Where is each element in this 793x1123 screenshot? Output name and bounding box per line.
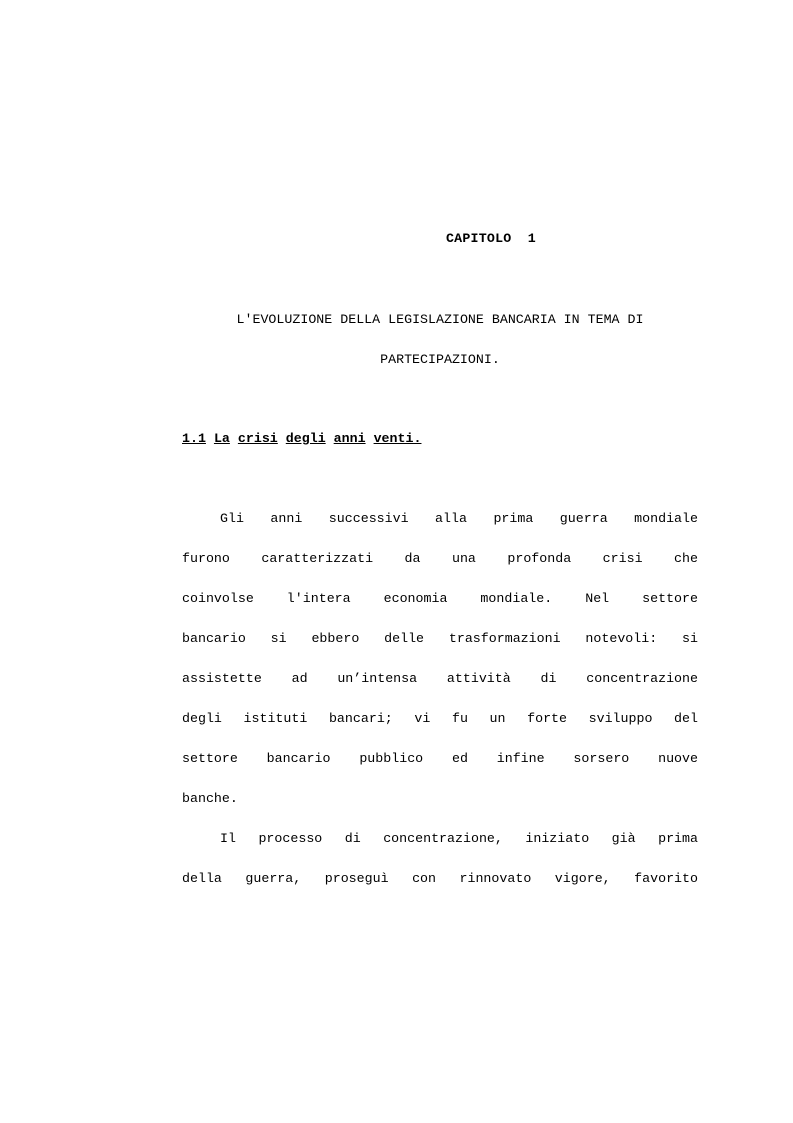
section-word: La: [213, 431, 230, 446]
paragraph-1-line: settore bancario pubblico ed infine sorsero nuove: [182, 751, 698, 766]
section-word: degli: [285, 431, 326, 446]
paragraph-1-line: degli istituti bancari; vi fu un forte sviluppo del: [182, 711, 698, 726]
paragraph-1-line: bancario si ebbero delle trasformazioni notevoli: si: [182, 631, 698, 646]
paragraph-1-line: Gli anni successivi alla prima guerra mondiale: [220, 511, 698, 526]
paragraph-2-line: della guerra, proseguì con rinnovato vigore, favorito: [182, 871, 698, 886]
paragraph-1-line: furono caratterizzati da una profonda crisi che: [182, 551, 698, 566]
section-number: 1.1: [182, 431, 206, 446]
chapter-title: CAPITOLO 1: [446, 231, 536, 246]
paragraph-1-line: coinvolse l'intera economia mondiale. Nel settore: [182, 591, 698, 606]
paragraph-1-line: banche.: [182, 791, 238, 806]
paragraph-1-line: assistette ad un’intensa attività di concentrazione: [182, 671, 698, 686]
section-word: crisi: [237, 431, 278, 446]
section-word: venti.: [373, 431, 422, 446]
paragraph-2-line: Il processo di concentrazione, iniziato già prima: [220, 831, 698, 846]
chapter-heading-line-1: L'EVOLUZIONE DELLA LEGISLAZIONE BANCARIA IN TEMA DI: [236, 312, 644, 327]
chapter-heading-line-2: PARTECIPAZIONI.: [380, 352, 500, 367]
section-title: [182, 431, 421, 446]
section-word: anni: [333, 431, 366, 446]
